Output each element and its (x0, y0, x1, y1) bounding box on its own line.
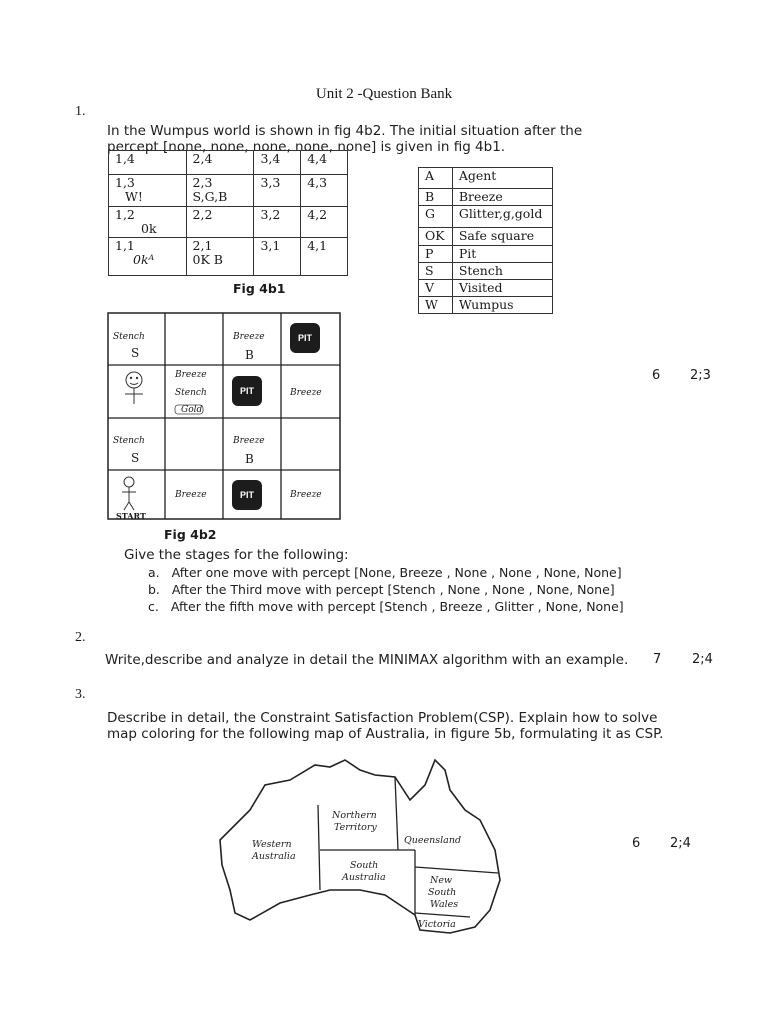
grid-cell: 1,2 0k (109, 207, 187, 238)
map-label-queensland: Queensland (404, 835, 462, 846)
grid-cell: 2,1 0K B (186, 238, 254, 276)
stage-text: After the Third move with percept [Stench , None , None , None, None] (171, 582, 615, 597)
legend-key: P (419, 246, 453, 263)
question-1-prompt: Give the stages for the following: (124, 547, 349, 563)
breeze-label: Breeze (290, 490, 322, 500)
map-label-new-south-wales: New (430, 875, 453, 886)
fig-4b2-caption: Fig 4b2 (164, 527, 217, 542)
question-2-text: Write,describe and analyze in detail the MINIMAX algorithm with an example. (105, 652, 629, 668)
stench-letter: S (131, 346, 140, 360)
legend-key: S (419, 263, 453, 280)
legend-value: Glitter,g,gold (452, 206, 552, 228)
breeze-label: Breeze (175, 490, 207, 500)
grid-cell: 4,1 (301, 238, 348, 276)
legend-value: Wumpus (452, 297, 552, 314)
legend-key: A (419, 168, 453, 189)
stench-label: Stench (113, 332, 145, 342)
grid-cell: 4,4 (301, 151, 348, 175)
legend-value: Pit (452, 246, 552, 263)
stage-text: After one move with percept [None, Breeze , None , None , None, None] (171, 565, 622, 580)
border-q-nsw (415, 867, 498, 873)
question-2-co: 2;4 (692, 652, 713, 667)
stage-marker: a. (148, 565, 160, 580)
grid-cell: 3,1 (254, 238, 301, 276)
grid-cell: 4,2 (301, 207, 348, 238)
map-label-new-south-wales: Wales (430, 899, 459, 910)
fig-4b1-grid (108, 150, 348, 276)
grid-cell: 1,1 0kᴬ (109, 238, 187, 276)
grid-cell: 1,3 W! (109, 175, 187, 207)
question-3-number: 3. (75, 687, 86, 702)
wumpus-icon (125, 372, 143, 404)
legend-value: Agent (452, 168, 552, 189)
breeze-label: Breeze (233, 332, 265, 342)
grid-cell: 3,2 (254, 207, 301, 238)
question-1-marks: 6 (652, 368, 661, 383)
question-3-co: 2;4 (670, 836, 691, 851)
grid-cell: 3,3 (254, 175, 301, 207)
question-1-intro-line1: In the Wumpus world is shown in fig 4b2. The initial situation after the (107, 123, 583, 139)
stage-marker: b. (148, 582, 160, 597)
pit-icon: PIT (290, 323, 320, 353)
agent-icon (122, 477, 136, 510)
stage-text: After the fifth move with percept [Stench , Breeze , Glitter , None, None] (170, 599, 624, 614)
legend-key: W (419, 297, 453, 314)
grid-cell: 4,3 (301, 175, 348, 207)
breeze-label: Breeze (175, 370, 207, 380)
map-label-victoria: Victoria (418, 919, 456, 930)
question-2-number: 2. (75, 630, 86, 645)
legend-value: Safe square (452, 228, 552, 246)
question-2-marks: 7 (653, 652, 662, 667)
map-label-western-australia: Western (252, 839, 292, 850)
pit-icon: PIT (232, 376, 262, 406)
pit-icon: PIT (232, 480, 262, 510)
legend-value: Visited (452, 280, 552, 297)
border-nt-q (395, 777, 398, 850)
legend-value: Stench (452, 263, 552, 280)
fig-4b2-wumpus-world (107, 312, 342, 522)
map-label-south-australia: Australia (342, 872, 386, 883)
question-1-co: 2;3 (690, 368, 711, 383)
australia-map (210, 755, 510, 940)
map-label-northern-territory: Territory (334, 822, 377, 833)
stench-letter: S (131, 451, 140, 465)
stench-label: Stench (175, 388, 207, 398)
grid-cell: 2,3 S,G,B (186, 175, 254, 207)
breeze-letter: B (245, 452, 254, 466)
border-nsw-v (415, 913, 470, 917)
grid-cell: 2,4 (186, 151, 254, 175)
map-label-new-south-wales: South (428, 887, 457, 898)
breeze-label: Breeze (290, 388, 322, 398)
breeze-label: Breeze (233, 436, 265, 446)
map-label-south-australia: South (350, 860, 379, 871)
question-1-number: 1. (75, 104, 86, 119)
stage-item (148, 598, 624, 615)
legend-key: OK (419, 228, 453, 246)
border-wa (318, 805, 320, 890)
grid-cell: 1,4 (109, 151, 187, 175)
grid-cell: 3,4 (254, 151, 301, 175)
stage-item (148, 581, 615, 598)
page-title: Unit 2 -Question Bank (315, 86, 453, 102)
gold-label: Gold (181, 405, 203, 415)
legend-value: Breeze (452, 189, 552, 206)
stage-item (148, 564, 622, 581)
legend-key: V (419, 280, 453, 297)
legend-key: G (419, 206, 453, 228)
question-3-line1: Describe in detail, the Constraint Satisfaction Problem(CSP). Explain how to solve (107, 710, 658, 726)
map-label-northern-territory: Northern (332, 810, 377, 821)
legend-table (418, 167, 553, 314)
question-1-intro-line2: percept [none, none, none, none, none] is given in fig 4b1. (107, 139, 506, 155)
question-3-line2: map coloring for the following map of Australia, in figure 5b, formulating it as CSP. (107, 726, 664, 742)
legend-key: B (419, 189, 453, 206)
fig-4b1-caption: Fig 4b1 (233, 281, 286, 296)
stage-marker: c. (148, 599, 159, 614)
map-label-western-australia: Australia (252, 851, 296, 862)
grid-cell: 2,2 (186, 207, 254, 238)
stench-label: Stench (113, 436, 145, 446)
breeze-letter: B (245, 348, 254, 362)
question-3-marks: 6 (632, 836, 641, 851)
start-label: START (116, 511, 146, 521)
